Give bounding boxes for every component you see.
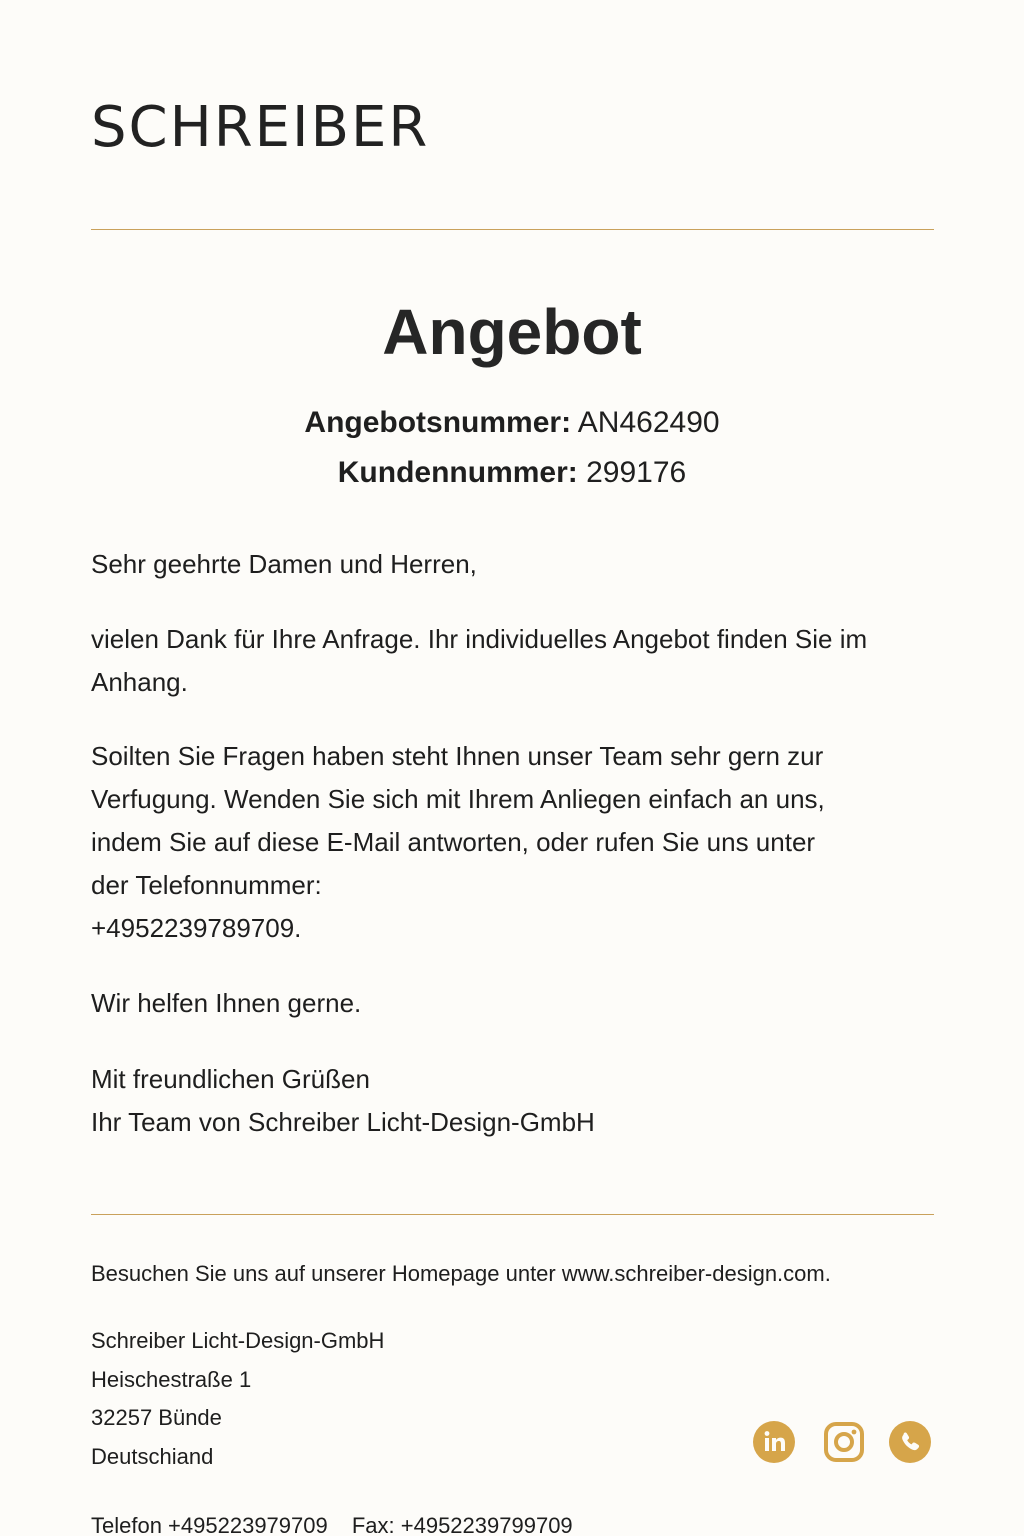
phone-icon[interactable] (888, 1420, 932, 1464)
customer-number-value: 299176 (586, 456, 687, 489)
thanks-paragraph (91, 618, 941, 704)
footer-divider (91, 1214, 934, 1215)
closing-text: Mit freundlichen Grüßen (91, 1064, 370, 1094)
text-line: Soilten Sie Fragen haben steht Ihnen unser Team sehr gern zur (91, 741, 824, 771)
header-divider (91, 229, 934, 230)
page-title: Angebot (382, 296, 642, 368)
text-line: Verfugung. Wenden Sie sich mit Ihrem Anliegen einfach an uns, (91, 784, 825, 814)
linkedin-icon[interactable] (752, 1420, 796, 1464)
text-line: der Telefonnummer: (91, 870, 322, 900)
instagram-icon[interactable] (822, 1420, 866, 1464)
help-text: Wir helfen Ihnen gerne. (91, 988, 362, 1018)
address-street: Heischestraße 1 (91, 1366, 252, 1392)
phone-text: Telefon +495223979709 (91, 1513, 328, 1536)
offer-number-label: Angebotsnummer: (304, 406, 572, 439)
social-links (752, 1420, 932, 1464)
address-company: Schreiber Licht-Design-GmbH (91, 1328, 385, 1353)
customer-number (0, 458, 1024, 488)
homepage-text: Besuchen Sie uns auf unserer Homepage unter www.schreiber-design.com. (91, 1261, 831, 1286)
address-city: 32257 Bünde (91, 1405, 222, 1430)
questions-paragraph (91, 735, 941, 950)
company-address (91, 1322, 384, 1476)
fax-text: Fax: +4952239799709 (351, 1513, 573, 1536)
greeting-text: Sehr geehrte Damen und Herren, (91, 549, 477, 579)
contact-line (91, 1512, 573, 1536)
signature-text: Ihr Team von Schreiber Licht-Design-GmbH (91, 1107, 595, 1137)
text-line: indem Sie auf diese E-Mail antworten, oder rufen Sie uns unter (91, 827, 816, 857)
phone-number-text: +4952239789709. (91, 913, 302, 943)
customer-number-label: Kundennummer: (337, 456, 578, 489)
text-line: vielen Dank für Ihre Anfrage. Ihr individuelles Angebot finden Sie im (91, 624, 868, 654)
offer-number-value: AN462490 (577, 406, 720, 439)
address-country: Deutschiand (91, 1443, 214, 1469)
closing-block (91, 1058, 941, 1144)
offer-number (0, 408, 1024, 438)
text-line: Anhang. (91, 667, 188, 697)
brand-logo: SCHREIBER (91, 95, 430, 160)
